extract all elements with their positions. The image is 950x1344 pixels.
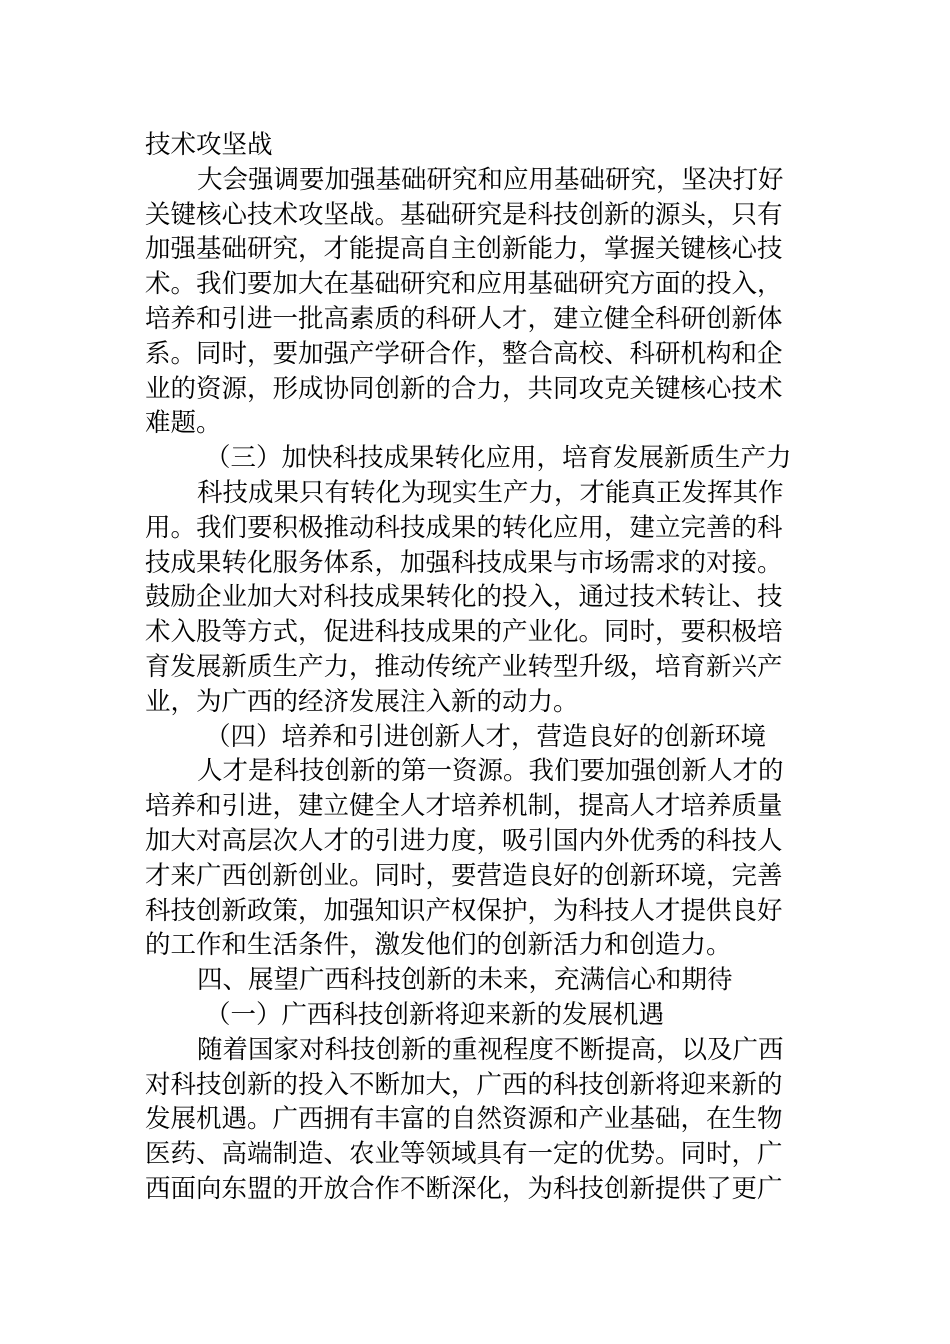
text-line: 系。同时，要加强产学研合作，整合高校、科研机构和企	[145, 338, 783, 369]
text-line: 科技创新政策，加强知识产权保护，为科技人才提供良好	[145, 895, 783, 926]
text-line: 术。我们要加大在基础研究和应用基础研究方面的投入，	[145, 269, 783, 300]
text-line: 培养和引进，建立健全人才培养机制，提高人才培养质量	[145, 791, 783, 822]
text-line: 加强基础研究，才能提高自主创新能力，掌握关键核心技	[145, 234, 783, 265]
section-heading: （一）广西科技创新将迎来新的发展机遇	[205, 999, 665, 1030]
text-line: 关键核心技术攻坚战。基础研究是科技创新的源头，只有	[145, 199, 783, 230]
document-body	[145, 128, 810, 1207]
text-line: 培养和引进一批高素质的科研人才，建立健全科研创新体	[145, 303, 783, 334]
text-line: 大会强调要加强基础研究和应用基础研究，坚决打好	[197, 164, 784, 195]
section-heading: （四）培养和引进创新人才，营造良好的创新环境	[205, 721, 767, 752]
text-line: 西面向东盟的开放合作不断深化，为科技创新提供了更广	[145, 1173, 783, 1204]
text-line: 难题。	[145, 408, 222, 439]
text-line: 技术攻坚战	[145, 130, 273, 160]
text-line: 发展机遇。广西拥有丰富的自然资源和产业基础，在生物	[145, 1104, 783, 1135]
section-heading: （三）加快科技成果转化应用，培育发展新质生产力	[205, 443, 792, 474]
text-line: 对科技创新的投入不断加大，广西的科技创新将迎来新的	[145, 1069, 783, 1100]
text-line: 技成果转化服务体系，加强科技成果与市场需求的对接。	[145, 547, 783, 578]
text-line: 人才是科技创新的第一资源。我们要加强创新人才的	[197, 756, 784, 787]
text-line: 用。我们要积极推动科技成果的转化应用，建立完善的科	[145, 512, 783, 543]
text-line: 育发展新质生产力，推动传统产业转型升级，培育新兴产	[145, 651, 783, 682]
text-line: 随着国家对科技创新的重视程度不断提高，以及广西	[197, 1034, 784, 1065]
text-line: 的工作和生活条件，激发他们的创新活力和创造力。	[145, 930, 732, 961]
text-line: 科技成果只有转化为现实生产力，才能真正发挥其作	[197, 477, 784, 508]
text-line: 鼓励企业加大对科技成果转化的投入，通过技术转让、技	[145, 582, 783, 613]
text-line: 业的资源，形成协同创新的合力，共同攻克关键核心技术	[145, 373, 783, 404]
text-line: 业，为广西的经济发展注入新的动力。	[145, 686, 579, 717]
text-line: 术入股等方式，促进科技成果的产业化。同时，要积极培	[145, 617, 783, 648]
text-line: 加大对高层次人才的引进力度，吸引国内外优秀的科技人	[145, 825, 783, 856]
text-line: 才来广西创新创业。同时，要营造良好的创新环境，完善	[145, 860, 783, 891]
text-line: 医药、高端制造、农业等领域具有一定的优势。同时，广	[145, 1139, 783, 1170]
text-line: 四、展望广西科技创新的未来，充满信心和期待	[197, 965, 733, 996]
